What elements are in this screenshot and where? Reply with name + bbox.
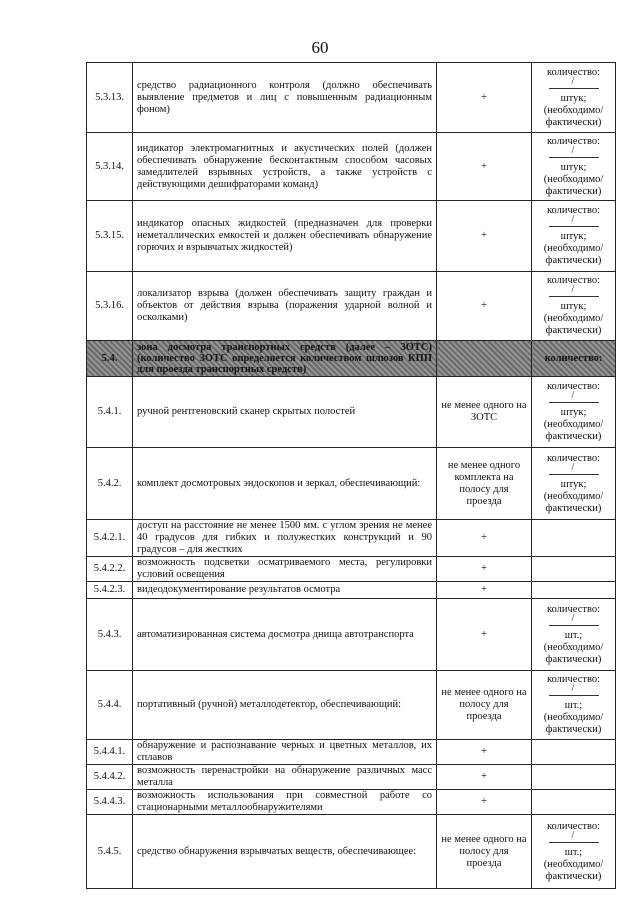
row-number: 5.3.15. [87, 201, 133, 272]
quantity-unit: штук; [560, 407, 587, 418]
row-requirement: не менее одного комплекта на полосу для проезда [437, 448, 532, 520]
row-description: портативный (ручной) металлодетектор, обеспечивающий: [133, 671, 437, 740]
table-row [87, 740, 616, 765]
row-description: средство радиационного контроля (должно обеспечивать выявление предметов и лиц с повышенным радиационным фоном) [133, 63, 437, 133]
row-description: индикатор опасных жидкостей (предназначен для проверки неметаллических емкостей и должен обеспечивать обнаружение горючих и взрывчатых жидкостей) [133, 201, 437, 272]
quantity-note: (необходимо/ [543, 490, 604, 502]
row-description: доступ на расстояние не менее 1500 мм. с углом зрения не менее 40 градусов для гибких и полужестких конструкций и 90 градусов – для жестких [133, 520, 437, 557]
row-description: средство обнаружения взрывчатых веществ, обеспечивающее: [133, 815, 437, 889]
quantity-cell [532, 671, 616, 740]
row-number: 5.4.4.1. [87, 740, 133, 765]
page-number: 60 [311, 38, 329, 57]
row-requirement: + [437, 765, 532, 790]
row-description: ручной рентгеновский сканер скрытых полостей [133, 377, 437, 448]
quantity-label: количество: [546, 381, 601, 392]
row-number: 5.4.2.3. [87, 582, 133, 599]
quantity-cell [532, 272, 616, 341]
quantity-label: количество: [546, 135, 601, 147]
quantity-label: количество: [546, 66, 601, 78]
quantity-note: фактически) [545, 116, 602, 128]
row-number: 5.4.1. [87, 377, 133, 448]
row-requirement: + [437, 201, 532, 272]
row-description: возможность подсветки осматриваемого места, регулировки условий освещения [133, 557, 437, 582]
row-requirement: не менее одного на ЗОТС [437, 377, 532, 448]
section-title: зона досмотра транспортных средств (далее – ЗОТС) (количество ЗОТС определяется количеством шлюзов КПП для проезда транспортных средств) [133, 341, 437, 377]
quantity-unit: штук; [560, 92, 587, 104]
row-requirement: + [437, 790, 532, 815]
quantity-label: количество: [546, 820, 601, 832]
row-description: видеодокументирование результатов осмотра [133, 582, 437, 599]
row-number: 5.4.5. [87, 815, 133, 889]
quantity-cell-empty [532, 520, 616, 557]
quantity-unit: штук; [560, 301, 587, 312]
quantity-cell-empty [532, 790, 616, 815]
quantity-label: количество: [546, 452, 601, 464]
quantity-blank: / [549, 79, 599, 89]
quantity-note: фактически) [545, 431, 602, 442]
row-requirement: + [437, 63, 532, 133]
quantity-cell [532, 815, 616, 889]
row-requirement: не менее одного на полосу для проезда [437, 815, 532, 889]
quantity-blank: / [549, 217, 599, 227]
row-description: комплект досмотровых эндоскопов и зеркал, обеспечивающий: [133, 448, 437, 520]
row-number: 5.4.4.2. [87, 765, 133, 790]
row-requirement: + [437, 557, 532, 582]
table-row [87, 272, 616, 341]
row-number: 5.4.3. [87, 599, 133, 671]
quantity-blank: / [549, 148, 599, 158]
section-requirement [437, 341, 532, 377]
row-description: автоматизированная система досмотра днища автотранспорта [133, 599, 437, 671]
quantity-note: (необходимо/ [543, 641, 604, 653]
row-description: локализатор взрыва (должен обеспечивать защиту граждан и объектов от действия взрыва (поражения ударной волной и осколками) [133, 272, 437, 341]
row-number: 5.4.4. [87, 671, 133, 740]
quantity-unit: штук; [560, 161, 587, 173]
row-requirement: + [437, 599, 532, 671]
quantity-label: количество: [546, 275, 601, 286]
row-requirement: не менее одного на полосу для проезда [437, 671, 532, 740]
table-row [87, 201, 616, 272]
quantity-unit: шт.; [564, 700, 583, 711]
row-number: 5.4.2. [87, 448, 133, 520]
quantity-cell [532, 201, 616, 272]
quantity-blank: / [549, 465, 599, 475]
table-row [87, 671, 616, 740]
quantity-note: (необходимо/ [543, 712, 604, 723]
row-number: 5.4.2.2. [87, 557, 133, 582]
quantity-unit: штук; [560, 231, 587, 242]
quantity-label: количество: [546, 674, 601, 685]
table-row [87, 790, 616, 815]
quantity-note: фактически) [545, 255, 602, 266]
quantity-note: фактически) [545, 870, 602, 882]
quantity-blank: / [549, 287, 599, 297]
row-requirement: + [437, 520, 532, 557]
quantity-note: (необходимо/ [543, 858, 604, 870]
quantity-cell-empty [532, 557, 616, 582]
table-row [87, 599, 616, 671]
quantity-cell [532, 133, 616, 201]
section-number: 5.4. [87, 341, 133, 377]
quantity-note: (необходимо/ [543, 419, 604, 430]
quantity-cell-empty [532, 582, 616, 599]
row-requirement: + [437, 582, 532, 599]
row-description: возможность использования при совместной работе со стационарными металлообнаружителями [133, 790, 437, 815]
quantity-note: (необходимо/ [543, 243, 604, 254]
table-row [87, 557, 616, 582]
quantity-note: (необходимо/ [543, 173, 604, 185]
quantity-blank: / [549, 616, 599, 626]
row-number: 5.4.4.3. [87, 790, 133, 815]
table-row [87, 448, 616, 520]
quantity-note: (необходимо/ [543, 313, 604, 324]
quantity-unit: штук; [560, 478, 587, 490]
row-description: индикатор электромагнитных и акустических полей (должен обеспечивать обнаружение бесконтактным способом часовых замедлителей взрывных устройств, а также устройств с действующими дешифраторами команд) [133, 133, 437, 201]
row-requirement: + [437, 133, 532, 201]
row-description: возможность перенастройки на обнаружение различных масс металла [133, 765, 437, 790]
quantity-unit: шт.; [564, 629, 583, 641]
section-quantity: количество: [532, 341, 616, 377]
row-number: 5.4.2.1. [87, 520, 133, 557]
quantity-cell [532, 599, 616, 671]
table-row [87, 377, 616, 448]
quantity-note: (необходимо/ [543, 104, 604, 116]
quantity-cell-empty [532, 740, 616, 765]
table-row [87, 815, 616, 889]
quantity-blank: / [549, 686, 599, 696]
table-row [87, 520, 616, 557]
quantity-note: фактически) [545, 185, 602, 197]
row-number: 5.3.13. [87, 63, 133, 133]
table-row [87, 582, 616, 599]
quantity-note: фактически) [545, 653, 602, 665]
section-row [87, 341, 616, 377]
row-requirement: + [437, 272, 532, 341]
quantity-label: количество: [546, 205, 601, 216]
quantity-blank: / [549, 393, 599, 403]
quantity-note: фактически) [545, 502, 602, 514]
quantity-label: количество: [546, 603, 601, 615]
quantity-note: фактически) [545, 325, 602, 336]
row-number: 5.3.14. [87, 133, 133, 201]
quantity-cell [532, 377, 616, 448]
quantity-blank: / [549, 833, 599, 843]
table-row [87, 765, 616, 790]
quantity-cell [532, 448, 616, 520]
table-row [87, 133, 616, 201]
requirements-table [86, 62, 616, 889]
row-description: обнаружение и распознавание черных и цветных металлов, их сплавов [133, 740, 437, 765]
table-row [87, 63, 616, 133]
row-number: 5.3.16. [87, 272, 133, 341]
quantity-unit: шт.; [564, 846, 583, 858]
quantity-note: фактически) [545, 724, 602, 735]
quantity-cell-empty [532, 765, 616, 790]
row-requirement: + [437, 740, 532, 765]
quantity-cell [532, 63, 616, 133]
